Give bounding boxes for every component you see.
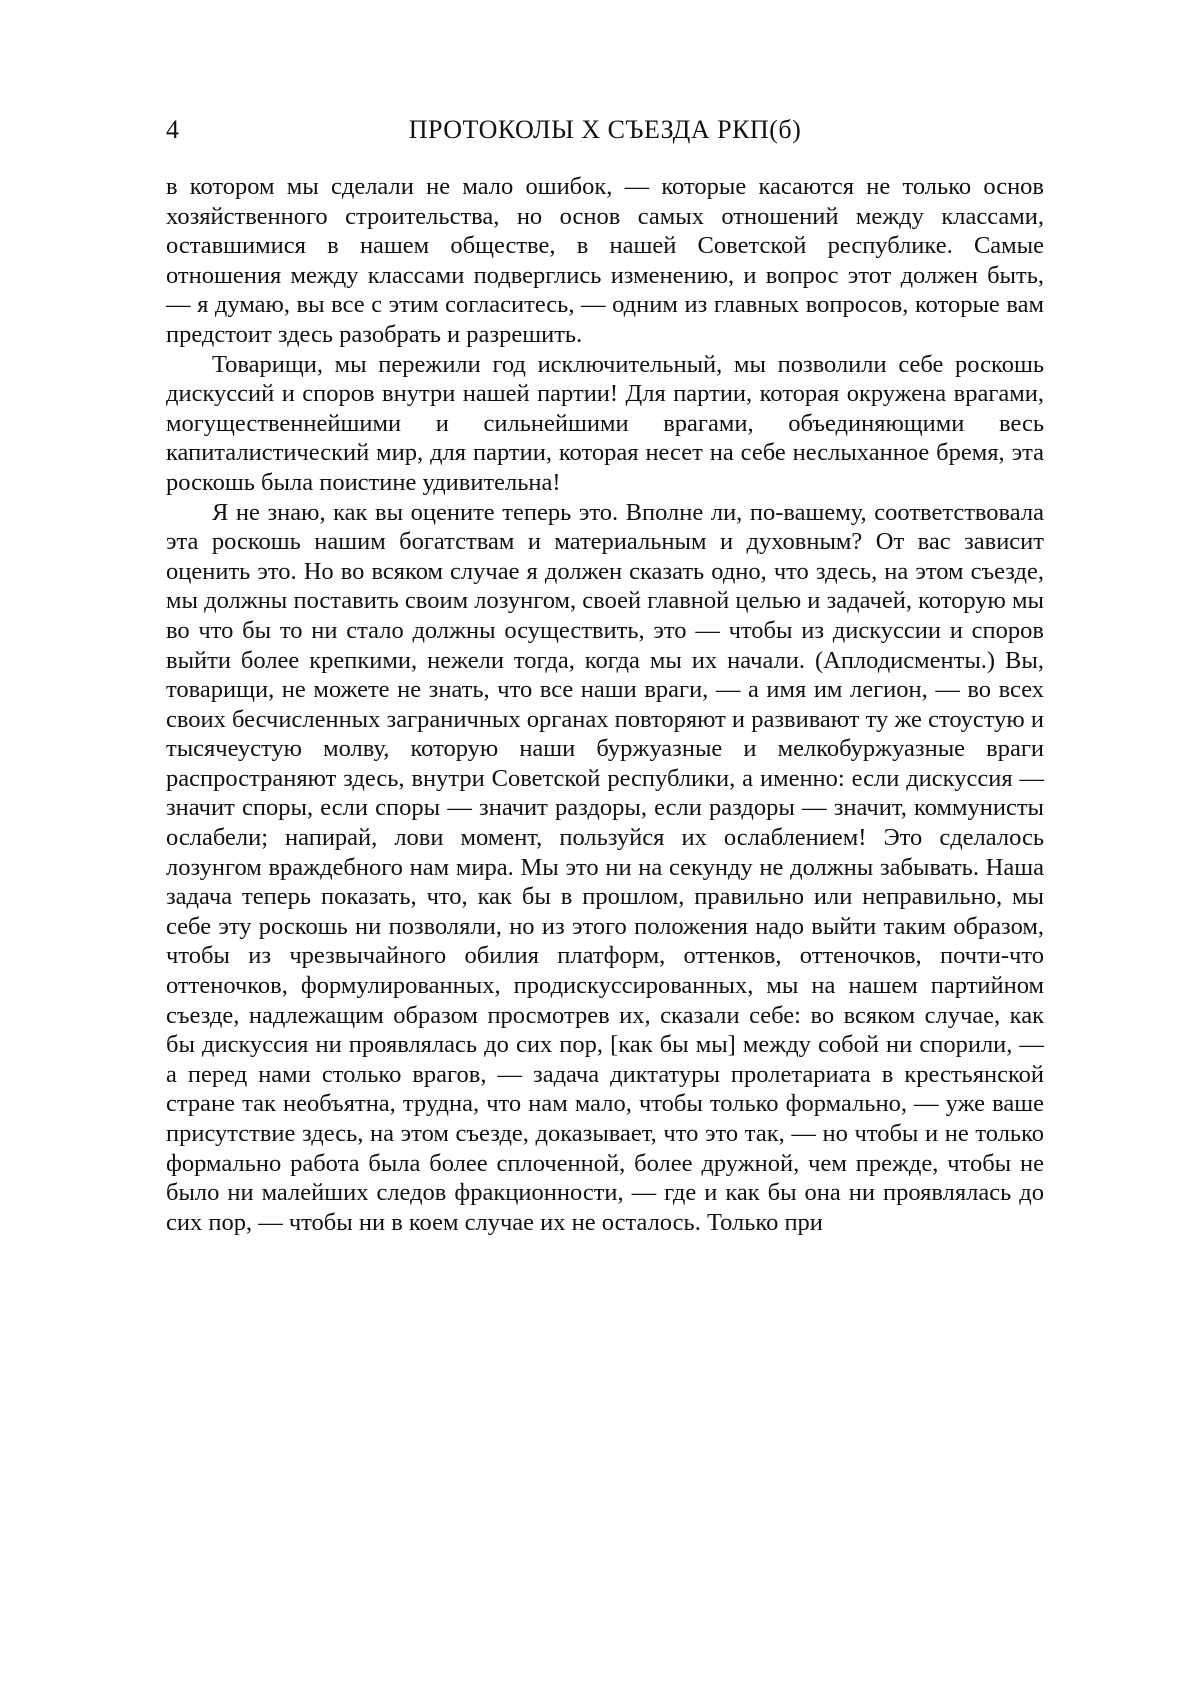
page-number: 4: [166, 115, 179, 144]
body-text: [166, 172, 1044, 1237]
paragraph-continuation: в котором мы сделали не мало ошибок, — которые касаются не только основ хозяйственного строительства, но основ самых отношений между классами, оставшимися в нашем обществе, в нашей Советской республике. Самые отношения между классами подверглись изменению, и вопрос этот должен быть, — я думаю, вы все с этим согласитесь, — одним из главных вопросов, которые вам предстоит здесь разобрать и разрешить.: [166, 173, 1044, 348]
running-head: [166, 112, 1044, 148]
running-title: ПРОТОКОЛЫ X СЪЕЗДА РКП(б): [408, 115, 802, 144]
paragraph-congress-task: Я не знаю, как вы оцените теперь это. Вполне ли, по-вашему, соответствовала эта роскошь нашим богатствам и материальным и духовным? От вас зависит оценить это. Но во всяком случае я должен сказать одно, что здесь, на этом съезде, мы должны поставить своим лозунгом, своей главной целью и задачей, которую мы во что бы то ни стало должны осуществить, это — чтобы из дискуссии и споров выйти более крепкими, нежели тогда, когда мы их начали. (Аплодисменты.) Вы, товарищи, не можете не знать, что все наши враги, — а имя им легион, — во всех своих бесчисленных заграничных органах повторяют и развивают ту же стоустую и тысячеустую молву, которую наши буржуазные и мелкобуржуазные враги распространяют здесь, внутри Советской республики, а именно: если дискуссия — значит споры, если споры — значит раздоры, если раздоры — значит, коммунисты ослабели; напирай, лови момент, пользуйся их ослаблением! Это сделалось лозунгом враждебного нам мира. Мы это ни на секунду не должны забывать. Наша задача теперь показать, что, как бы в прошлом, правильно или неправильно, мы себе эту роскошь ни позволяли, но из этого положения надо выйти таким образом, чтобы из чрезвычайного обилия платформ, оттенков, оттеночков, почти-что оттеночков, формулированных, продискуссированных, мы на нашем партийном съезде, надлежащим образом просмотрев их, сказали себе: во всяком случае, как бы дискуссия ни проявлялась до сих пор, [как бы мы] между собой ни спорили, — а перед нами столько врагов, — задача диктатуры пролетариата в крестьянской стране так необъятна, трудна, что нам мало, чтобы только формально, — уже ваше присутствие здесь, на этом съезде, доказывает, что это так, — но чтобы и не только формально работа была более сплоченной, более дружной, чем прежде, чтобы не было ни малейших следов фракционности, — где и как бы она ни проявлялась до сих пор, — чтобы ни в коем случае их не осталось. Только при: [166, 498, 1044, 1236]
paragraph-year-of-discussions: Товарищи, мы пережили год исключительный, мы позволили себе роскошь дискуссий и споров внутри нашей партии! Для партии, которая окружена врагами, могущественнейшими и сильнейшими врагами, объединяющими весь капиталистический мир, для партии, которая несет на себе неслыханное бремя, эта роскошь была поистине удивительна!: [166, 350, 1044, 496]
